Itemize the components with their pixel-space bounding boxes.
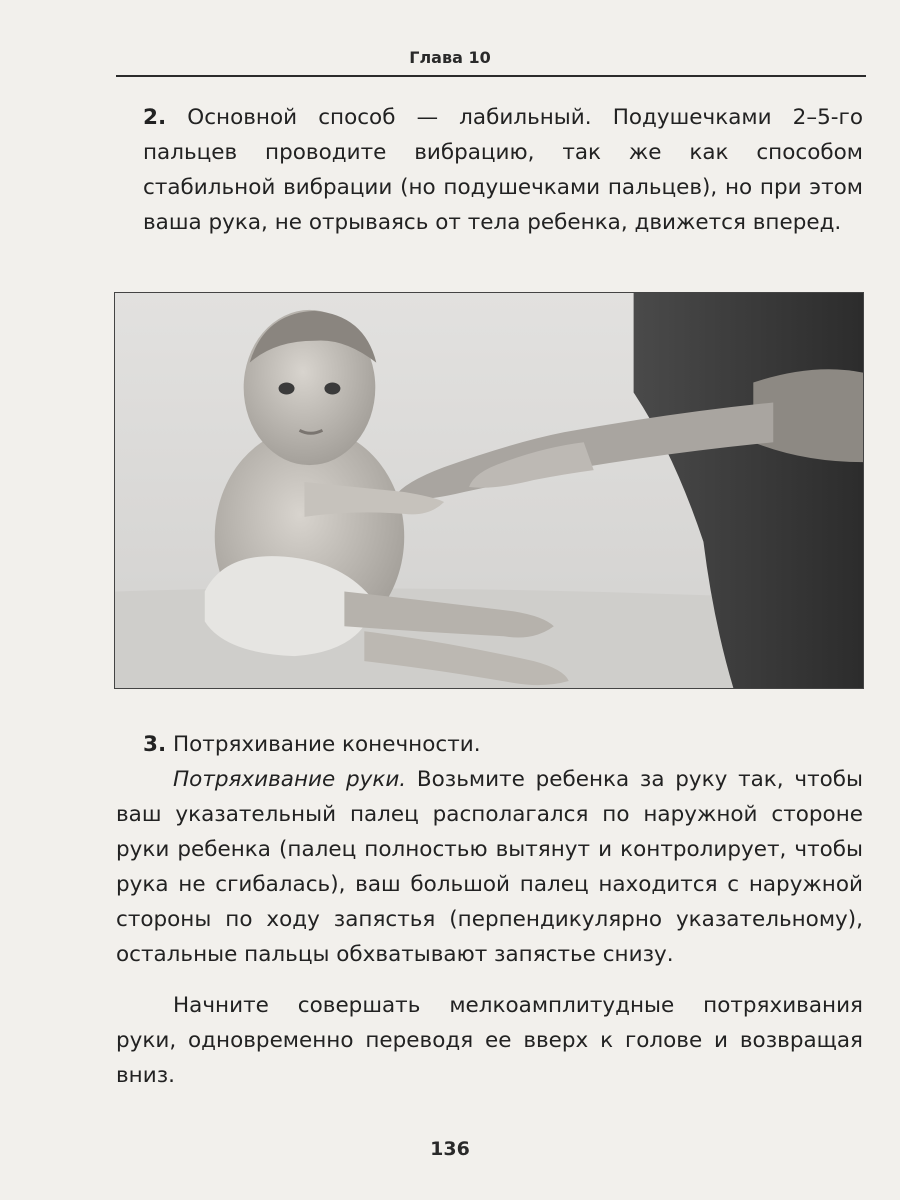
chapter-header: Глава 10 bbox=[409, 48, 491, 67]
section-2-number: 2. bbox=[143, 105, 167, 130]
photo-illustration bbox=[115, 293, 863, 688]
page-number: 136 bbox=[430, 1138, 470, 1160]
section-3-paragraph bbox=[116, 762, 863, 972]
section-2-paragraph bbox=[143, 100, 863, 240]
header-divider bbox=[116, 75, 866, 77]
baby-massage-photo bbox=[114, 292, 864, 689]
section-3-number: 3. bbox=[143, 732, 167, 757]
section-3-text: Возьмите ребенка за руку так, чтобы ваш указательный палец располагался по наружной стороне руки ребенка (палец полностью вытянут и контролирует, чтобы рука не сгибалась), ваш большой палец находится с наружной стороны по ходу запястья (перпендикулярно указательному), остальные пальцы обхватывают запястье снизу. bbox=[116, 767, 863, 967]
section-2-text: Основной способ — лабильный. Подушечками 2–5-го пальцев проводите вибрацию, так же как способом стабильной вибрации (но подушечками пальцев), но при этом ваша рука, не отрываясь от тела ребенка, движется вперед. bbox=[143, 105, 863, 235]
section-3-paragraph-2: Начните совершать мелкоамплитудные потряхивания руки, одновременно переводя ее вверх к голове и возвращая вниз. bbox=[116, 993, 863, 1088]
section-3-lead: Потряхивание руки. bbox=[173, 767, 407, 792]
section-3-title: Потряхивание конечности. bbox=[172, 732, 481, 757]
section-3-title-line bbox=[143, 727, 863, 762]
